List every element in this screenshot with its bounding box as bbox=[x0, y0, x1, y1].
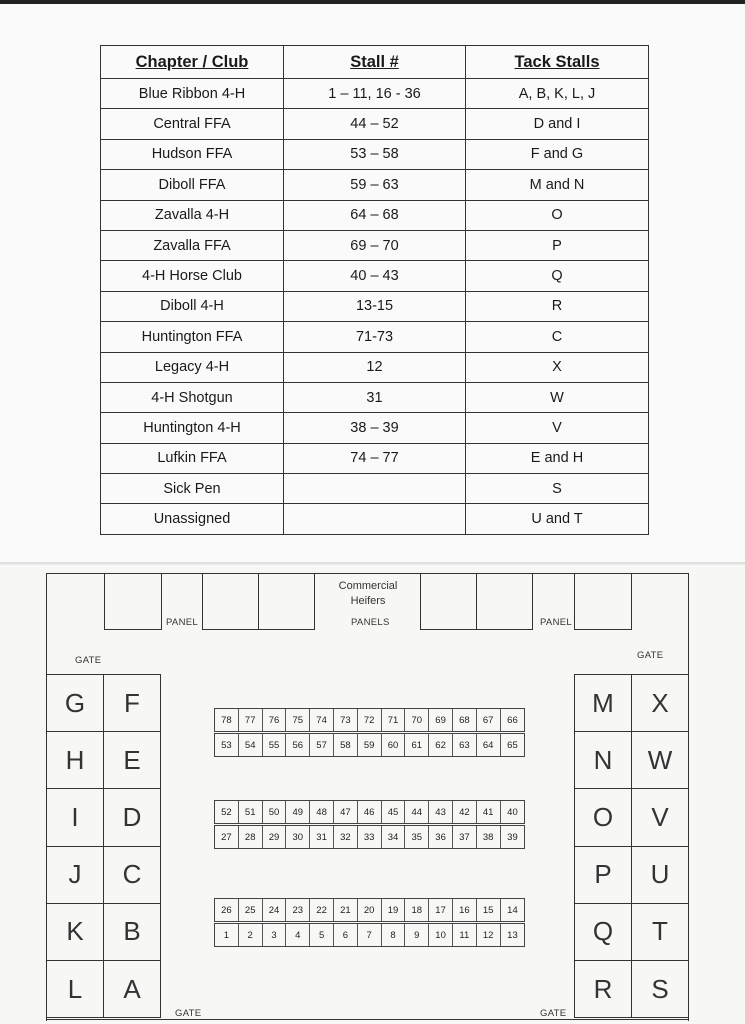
tack-stalls-cell: M and N bbox=[466, 170, 649, 200]
stall-number-cell: 1 – 11, 16 - 36 bbox=[284, 79, 466, 109]
tack-pen-right-inner-2: O bbox=[574, 788, 632, 846]
chapter-club-cell: 4-H Shotgun bbox=[101, 382, 284, 412]
chapter-club-cell: Huntington 4-H bbox=[101, 413, 284, 443]
stall-number: 17 bbox=[429, 899, 453, 921]
stall-number: 69 bbox=[429, 709, 453, 731]
table-row bbox=[101, 139, 649, 169]
barn-wall-bottom bbox=[46, 1019, 689, 1020]
stall-number: 61 bbox=[405, 734, 429, 756]
tack-pen-left-inner-3: C bbox=[103, 846, 161, 904]
heifer-pen-2 bbox=[258, 573, 315, 630]
stall-number: 29 bbox=[263, 826, 287, 848]
stall-number-cell: 69 – 70 bbox=[284, 230, 466, 260]
stall-number: 4 bbox=[286, 924, 310, 946]
stall-number: 9 bbox=[405, 924, 429, 946]
stall-row bbox=[214, 923, 525, 947]
stall-number: 28 bbox=[239, 826, 263, 848]
stall-number: 18 bbox=[405, 899, 429, 921]
stall-number: 77 bbox=[239, 709, 263, 731]
tack-stalls-cell: Q bbox=[466, 261, 649, 291]
stall-number: 26 bbox=[215, 899, 239, 921]
chapter-club-cell: Blue Ribbon 4-H bbox=[101, 79, 284, 109]
stall-number: 20 bbox=[358, 899, 382, 921]
stall-number: 43 bbox=[429, 801, 453, 823]
stall-number: 56 bbox=[286, 734, 310, 756]
tack-pen-left-outer-1: H bbox=[46, 731, 104, 789]
stall-number: 25 bbox=[239, 899, 263, 921]
tack-pen-right-outer-2: V bbox=[631, 788, 689, 846]
stall-row bbox=[214, 708, 525, 732]
table-row bbox=[101, 322, 649, 352]
stall-number: 21 bbox=[334, 899, 358, 921]
stall-number: 27 bbox=[215, 826, 239, 848]
top-left-panel-box bbox=[104, 573, 162, 630]
chapter-club-cell: Zavalla 4-H bbox=[101, 200, 284, 230]
chapter-club-cell: Hudson FFA bbox=[101, 139, 284, 169]
stall-number-cell: 59 – 63 bbox=[284, 170, 466, 200]
stall-number-cell: 12 bbox=[284, 352, 466, 382]
table-row bbox=[101, 200, 649, 230]
stall-number: 6 bbox=[334, 924, 358, 946]
tack-pen-right-outer-1: W bbox=[631, 731, 689, 789]
stall-number: 40 bbox=[507, 806, 518, 818]
stall-number: 35 bbox=[405, 826, 429, 848]
stall-row bbox=[214, 898, 525, 922]
table-row bbox=[101, 504, 649, 534]
chapter-club-cell: Huntington FFA bbox=[101, 322, 284, 352]
chapter-club-cell: Central FFA bbox=[101, 109, 284, 139]
stall-number: 70 bbox=[405, 709, 429, 731]
tack-pen-right-inner-4: Q bbox=[574, 903, 632, 961]
stall-number: 78 bbox=[215, 709, 239, 731]
stall-number: 11 bbox=[453, 924, 477, 946]
stall-number: 34 bbox=[382, 826, 406, 848]
stall-number: 8 bbox=[382, 924, 406, 946]
tack-stalls-cell: W bbox=[466, 382, 649, 412]
stall-number: 45 bbox=[382, 801, 406, 823]
tack-stalls-cell: V bbox=[466, 413, 649, 443]
stall-number: 2 bbox=[239, 924, 263, 946]
stall-number: 39 bbox=[507, 831, 518, 843]
tack-stalls-cell: C bbox=[466, 322, 649, 352]
tack-stalls-cell: F and G bbox=[466, 139, 649, 169]
stall-number: 10 bbox=[429, 924, 453, 946]
stall-number: 23 bbox=[286, 899, 310, 921]
table-row bbox=[101, 170, 649, 200]
tack-pen-left-outer-3: J bbox=[46, 846, 104, 904]
chapter-club-cell: 4-H Horse Club bbox=[101, 261, 284, 291]
stall-number: 62 bbox=[429, 734, 453, 756]
tack-pen-right-outer-3: U bbox=[631, 846, 689, 904]
header-stall-number: Stall # bbox=[284, 46, 466, 79]
stall-number: 52 bbox=[215, 801, 239, 823]
tack-stalls-cell: O bbox=[466, 200, 649, 230]
stall-row bbox=[214, 825, 525, 849]
gate-label-top-right: GATE bbox=[637, 650, 664, 661]
table-row bbox=[101, 443, 649, 473]
stall-number: 68 bbox=[453, 709, 477, 731]
tack-pen-right-outer-4: T bbox=[631, 903, 689, 961]
stall-number-cell: 53 – 58 bbox=[284, 139, 466, 169]
stall-number: 1 bbox=[215, 924, 239, 946]
tack-stalls-cell: A, B, K, L, J bbox=[466, 79, 649, 109]
stall-assignment-table bbox=[100, 45, 649, 535]
stall-number: 49 bbox=[286, 801, 310, 823]
stall-number: 48 bbox=[310, 801, 334, 823]
tack-pen-right-inner-1: N bbox=[574, 731, 632, 789]
stall-number: 37 bbox=[453, 826, 477, 848]
stall-number: 74 bbox=[310, 709, 334, 731]
tack-pen-left-inner-1: E bbox=[103, 731, 161, 789]
stall-number-cell: 13-15 bbox=[284, 291, 466, 321]
stall-number: 58 bbox=[334, 734, 358, 756]
tack-pen-left-outer-5: L bbox=[46, 960, 104, 1018]
stall-number: 73 bbox=[334, 709, 358, 731]
stall-number: 13 bbox=[507, 929, 518, 941]
tack-pen-left-outer-2: I bbox=[46, 788, 104, 846]
stall-number: 19 bbox=[382, 899, 406, 921]
stall-number-cell: 44 – 52 bbox=[284, 109, 466, 139]
chapter-club-cell: Lufkin FFA bbox=[101, 443, 284, 473]
heifer-pen-3 bbox=[420, 573, 477, 630]
chapter-club-cell: Diboll FFA bbox=[101, 170, 284, 200]
stall-row bbox=[214, 733, 525, 757]
stall-number: 67 bbox=[477, 709, 501, 731]
stall-number: 75 bbox=[286, 709, 310, 731]
tack-pen-right-inner-0: M bbox=[574, 674, 632, 732]
table-row bbox=[101, 413, 649, 443]
header-tack-stalls: Tack Stalls bbox=[466, 46, 649, 79]
tack-pen-right-inner-3: P bbox=[574, 846, 632, 904]
tack-pen-left-outer-4: K bbox=[46, 903, 104, 961]
top-right-panel-box bbox=[574, 573, 632, 630]
stall-number: 12 bbox=[477, 924, 501, 946]
stall-number-cell bbox=[284, 474, 466, 504]
tack-pen-left-inner-4: B bbox=[103, 903, 161, 961]
stall-number-cell: 71-73 bbox=[284, 322, 466, 352]
stall-number: 51 bbox=[239, 801, 263, 823]
stall-number: 44 bbox=[405, 801, 429, 823]
stall-number: 5 bbox=[310, 924, 334, 946]
tack-pen-left-inner-0: F bbox=[103, 674, 161, 732]
stall-number: 14 bbox=[507, 904, 518, 916]
table-row bbox=[101, 291, 649, 321]
table-row bbox=[101, 474, 649, 504]
stall-number: 63 bbox=[453, 734, 477, 756]
gate-label-bottom-right: GATE bbox=[540, 1008, 567, 1019]
stall-number: 16 bbox=[453, 899, 477, 921]
stall-number: 22 bbox=[310, 899, 334, 921]
stall-number: 65 bbox=[507, 739, 518, 751]
stall-number: 41 bbox=[477, 801, 501, 823]
stall-number: 7 bbox=[358, 924, 382, 946]
heifer-pen-4 bbox=[476, 573, 533, 630]
chapter-club-cell: Unassigned bbox=[101, 504, 284, 534]
stall-number: 55 bbox=[263, 734, 287, 756]
stall-number: 15 bbox=[477, 899, 501, 921]
stall-number: 33 bbox=[358, 826, 382, 848]
stall-row bbox=[214, 800, 525, 824]
stall-number: 72 bbox=[358, 709, 382, 731]
tack-pen-right-inner-5: R bbox=[574, 960, 632, 1018]
stall-number-cell: 38 – 39 bbox=[284, 413, 466, 443]
stall-number-cell: 64 – 68 bbox=[284, 200, 466, 230]
tack-stalls-cell: U and T bbox=[466, 504, 649, 534]
tack-stalls-cell: P bbox=[466, 230, 649, 260]
stall-number-cell: 31 bbox=[284, 382, 466, 412]
tack-stalls-cell: D and I bbox=[466, 109, 649, 139]
stall-number: 54 bbox=[239, 734, 263, 756]
heifers-label-line2: Heifers bbox=[350, 595, 386, 607]
tack-pen-left-inner-5: A bbox=[103, 960, 161, 1018]
chapter-club-cell: Zavalla FFA bbox=[101, 230, 284, 260]
panels-label: PANELS bbox=[351, 617, 390, 628]
stall-number: 71 bbox=[382, 709, 406, 731]
tack-pen-left-outer-0: G bbox=[46, 674, 104, 732]
table-row bbox=[101, 230, 649, 260]
stall-number: 36 bbox=[429, 826, 453, 848]
chapter-club-cell: Diboll 4-H bbox=[101, 291, 284, 321]
tack-stalls-cell: X bbox=[466, 352, 649, 382]
tack-stalls-cell: E and H bbox=[466, 443, 649, 473]
stall-number: 42 bbox=[453, 801, 477, 823]
chapter-club-cell: Sick Pen bbox=[101, 474, 284, 504]
tack-stalls-cell: R bbox=[466, 291, 649, 321]
stall-number: 30 bbox=[286, 826, 310, 848]
stall-number: 24 bbox=[263, 899, 287, 921]
stall-number-cell: 40 – 43 bbox=[284, 261, 466, 291]
stall-number-cell: 74 – 77 bbox=[284, 443, 466, 473]
heifer-pen-1 bbox=[202, 573, 259, 630]
tack-pen-right-outer-0: X bbox=[631, 674, 689, 732]
stall-number: 3 bbox=[263, 924, 287, 946]
stall-number: 57 bbox=[310, 734, 334, 756]
table-row bbox=[101, 79, 649, 109]
tack-pen-left-inner-2: D bbox=[103, 788, 161, 846]
header-chapter-club: Chapter / Club bbox=[101, 46, 284, 79]
stall-number: 64 bbox=[477, 734, 501, 756]
stall-number: 31 bbox=[310, 826, 334, 848]
stall-number: 38 bbox=[477, 826, 501, 848]
heifers-label-line1: Commercial bbox=[338, 580, 398, 592]
table-row bbox=[101, 352, 649, 382]
stall-number: 76 bbox=[263, 709, 287, 731]
gate-label-bottom-left: GATE bbox=[175, 1008, 202, 1019]
stall-number: 60 bbox=[382, 734, 406, 756]
stall-number: 53 bbox=[215, 734, 239, 756]
stall-number: 59 bbox=[358, 734, 382, 756]
tack-stalls-cell: S bbox=[466, 474, 649, 504]
panel-label-left: PANEL bbox=[166, 617, 198, 628]
table-row bbox=[101, 382, 649, 412]
stall-number: 46 bbox=[358, 801, 382, 823]
table-row bbox=[101, 261, 649, 291]
table-header-row bbox=[101, 46, 649, 79]
panel-label-right: PANEL bbox=[540, 617, 572, 628]
chapter-club-cell: Legacy 4-H bbox=[101, 352, 284, 382]
stall-number: 32 bbox=[334, 826, 358, 848]
table-row bbox=[101, 109, 649, 139]
stall-number: 47 bbox=[334, 801, 358, 823]
stall-number: 50 bbox=[263, 801, 287, 823]
stall-number: 66 bbox=[507, 714, 518, 726]
tack-pen-right-outer-5: S bbox=[631, 960, 689, 1018]
gate-label-top-left: GATE bbox=[75, 655, 102, 666]
stall-number-cell bbox=[284, 504, 466, 534]
